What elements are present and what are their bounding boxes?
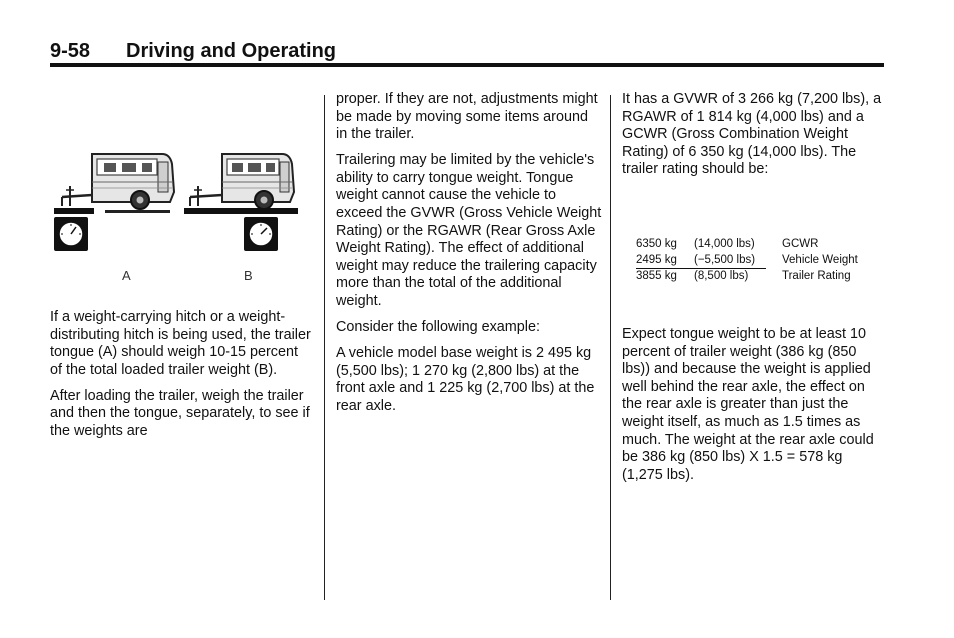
calc-subtraction-rule xyxy=(636,268,766,269)
paragraph-example-intro: Consider the following example: xyxy=(336,319,540,336)
trailer-scales-illustration xyxy=(50,140,300,290)
figure-label-a: A xyxy=(122,268,131,283)
trailer-b-drawing xyxy=(184,154,298,251)
calc-label: Trailer Rating xyxy=(782,270,851,282)
calc-lbs: (8,500 lbs) xyxy=(694,270,749,282)
calc-kg: 2495 kg xyxy=(636,254,677,266)
calc-kg: 3855 kg xyxy=(636,270,677,282)
column-three xyxy=(622,91,886,187)
column-divider-right xyxy=(610,95,611,600)
paragraph-trailering-limits: Trailering may be limited by the vehicle's ability to carry tongue weight. Tongue weight cannot cause the vehicle to exceed the GVWR (Gross Vehicle Weight Rating) or the RGAWR (Rear Gross Axle Weight Rating). The effect of additional weight may reduce the trailering capacity more than the total of the additional weight. xyxy=(336,152,602,310)
trailer-a-drawing xyxy=(54,154,174,251)
figure-label-b: B xyxy=(244,268,253,283)
paragraph-base-weight: A vehicle model base weight is 2 495 kg (5,500 lbs); 1 270 kg (2,800 lbs) at the front axle and 1 225 kg (2,700 lbs) at the rear axle. xyxy=(336,345,595,414)
section-title: Driving and Operating xyxy=(126,40,337,62)
calc-lbs: (−5,500 lbs) xyxy=(694,254,756,266)
paragraph-gvwr-rgawr: It has a GVWR of 3 266 kg (7,200 lbs), a RGAWR of 1 814 kg (4,000 lbs) and a GCWR (Gross Combination Weight Rating) of 6 350 kg (14,000 lbs). The trailer rating should be: xyxy=(622,91,882,178)
header-rule xyxy=(50,63,884,67)
paragraph-adjustments: proper. If they are not, adjustments might be made by moving some items around in the trailer. xyxy=(336,91,598,143)
calc-lbs: (14,000 lbs) xyxy=(694,238,755,250)
calc-label: Vehicle Weight xyxy=(782,254,858,266)
page-header xyxy=(50,38,884,64)
paragraph-weigh-trailer: After loading the trailer, weigh the trailer and then the tongue, separately, to see if the weights are xyxy=(50,387,310,440)
calc-label: GCWR xyxy=(782,238,819,250)
column-one xyxy=(50,309,312,449)
trailer-rating-calculation xyxy=(636,238,886,288)
calc-kg: 6350 kg xyxy=(636,238,677,250)
paragraph-hitch-tongue-weight: If a weight-carrying hitch or a weight-distributing hitch is being used, the trailer tongue (A) should weigh 10-15 percent of the total loaded trailer weight (B). xyxy=(50,309,311,378)
column-two xyxy=(336,91,602,424)
trailer-weighing-figure xyxy=(50,140,300,290)
column-divider-left xyxy=(324,95,325,600)
page-number: 9-58 xyxy=(50,40,91,62)
column-three-lower xyxy=(622,326,886,493)
paragraph-tongue-weight-effect: Expect tongue weight to be at least 10 percent of trailer weight (386 kg (850 lbs)) and because the weight is applied well behind the rear axle, the effect on the rear axle is greater than just the weight itself, as much as 1.5 times as much. The weight at the rear axle could be 386 kg (850 lbs) X 1.5 = 578 kg (1,275 lbs). xyxy=(622,326,874,483)
